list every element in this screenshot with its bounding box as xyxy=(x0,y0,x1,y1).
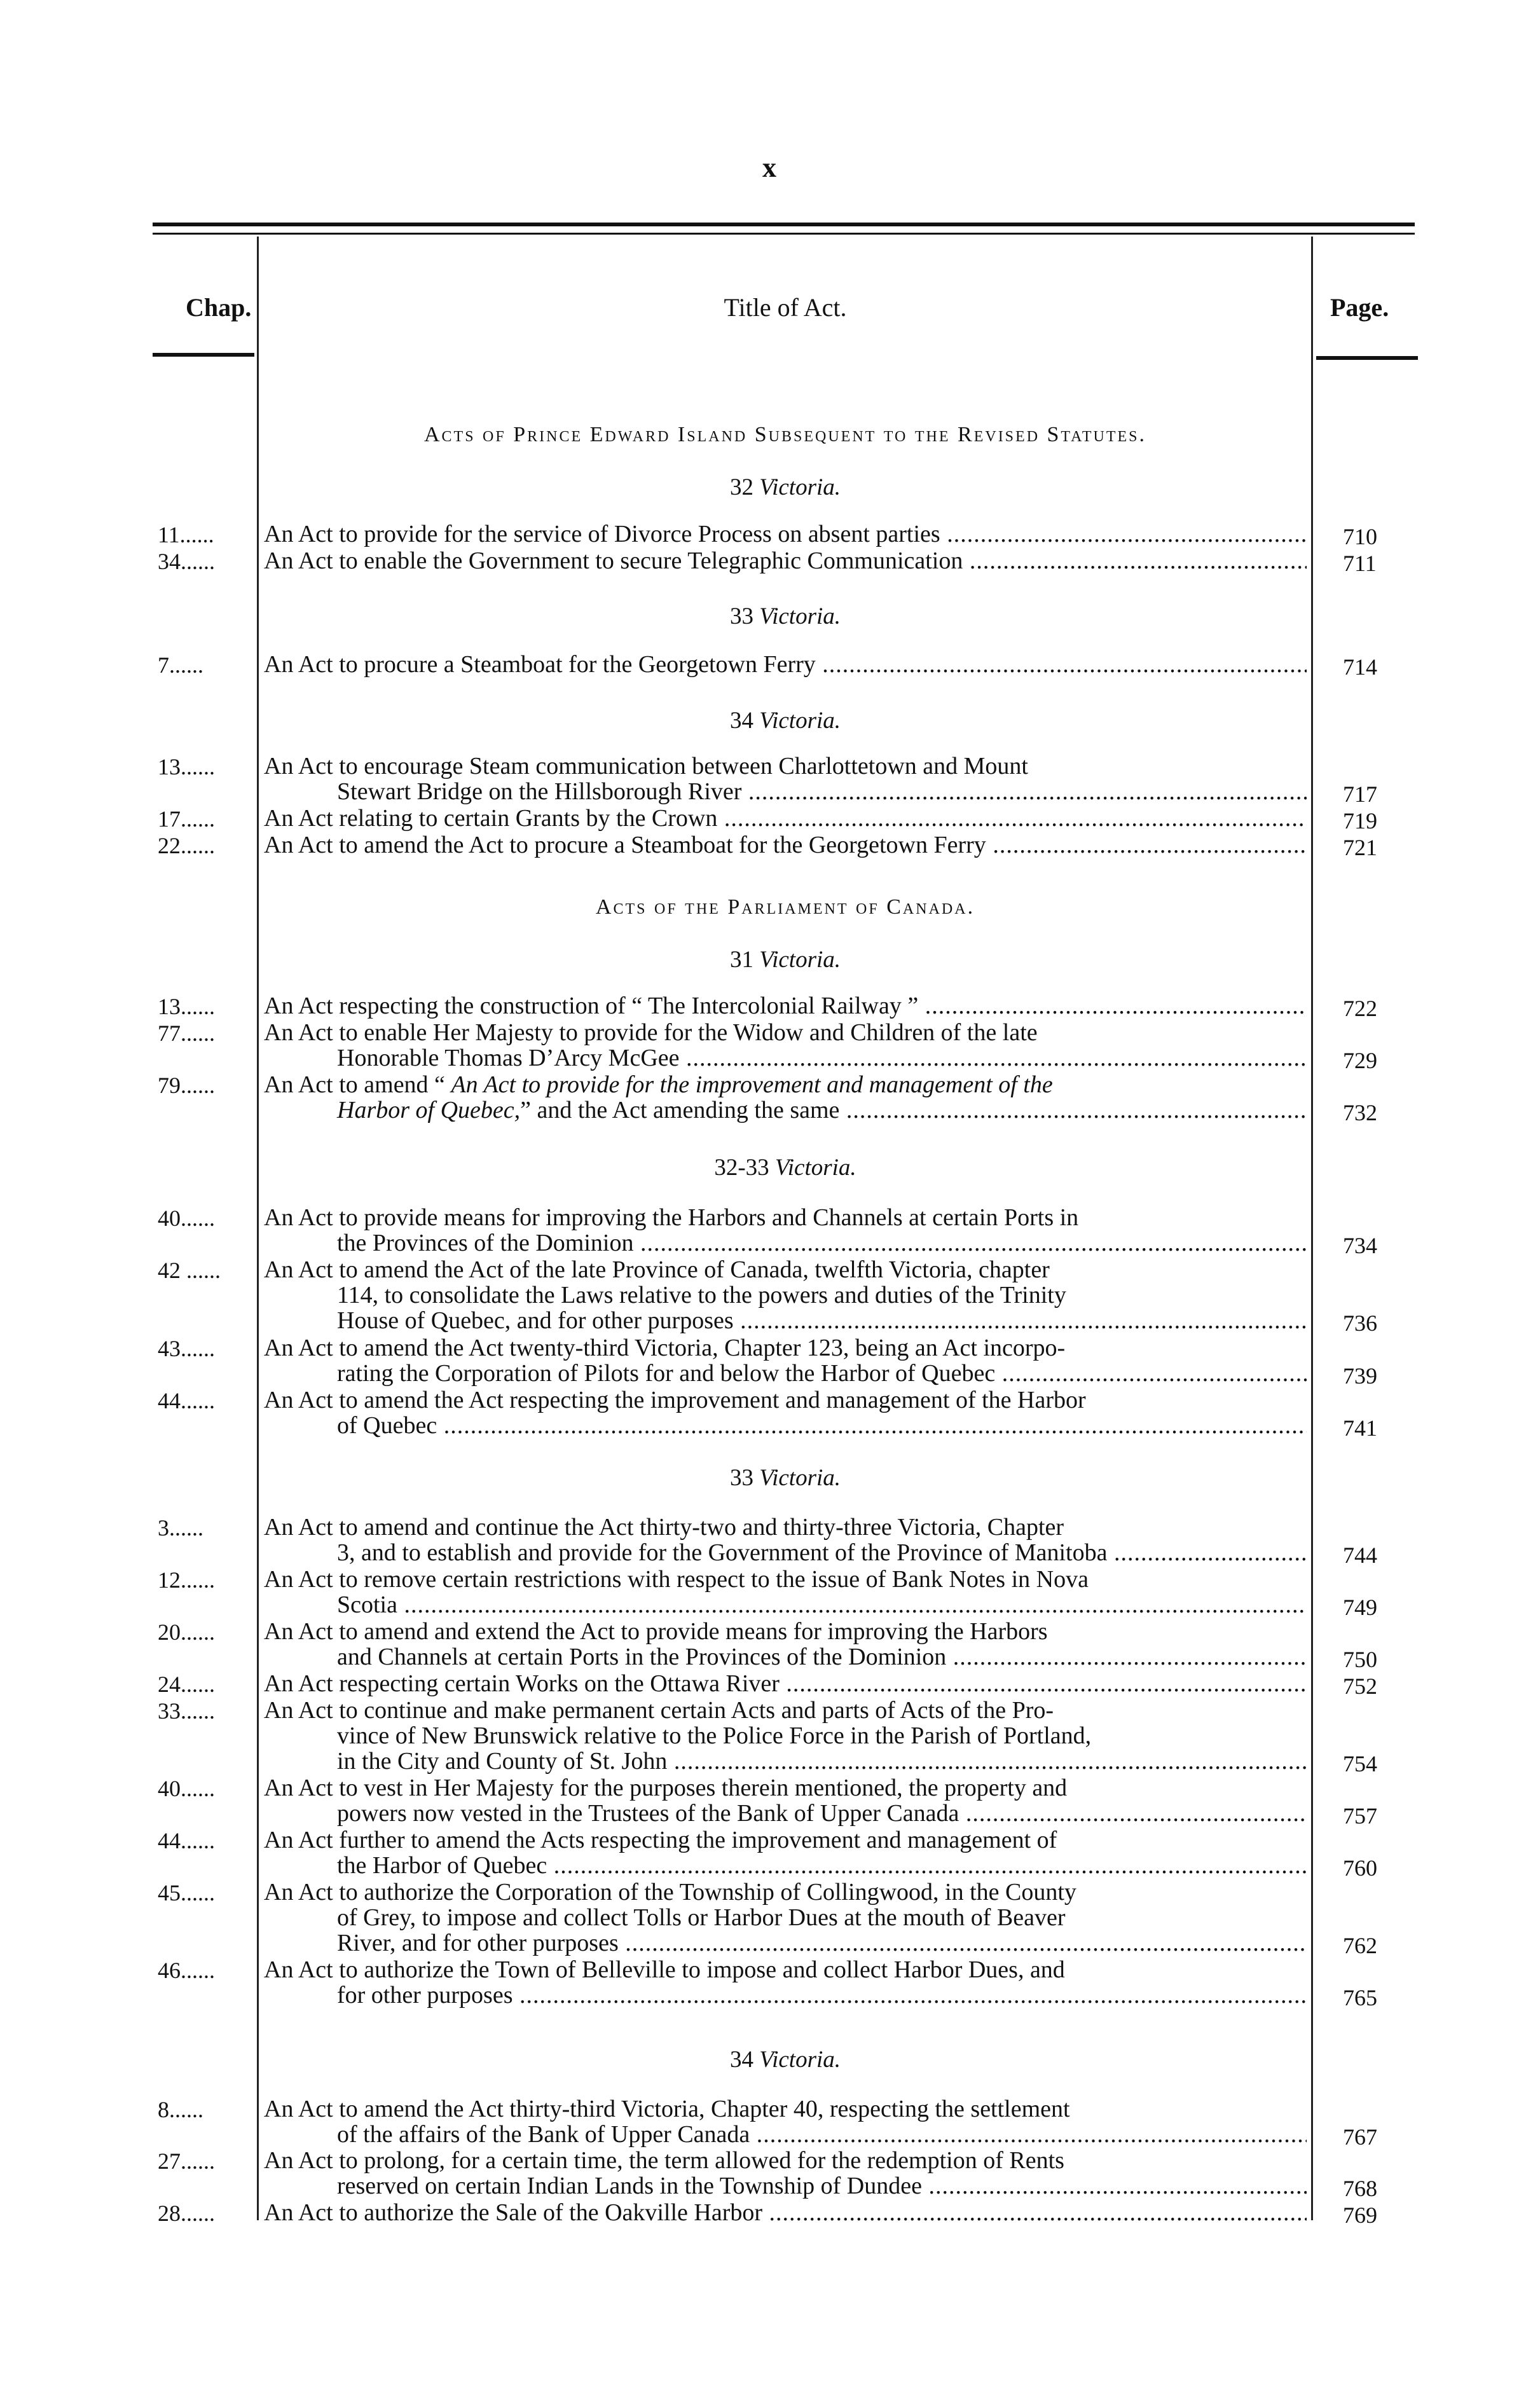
act-title xyxy=(264,521,1307,547)
act-title-line: House of Quebec, and for other purposes ..... xyxy=(264,1308,1307,1333)
page-number: x xyxy=(762,152,778,183)
chapter-number: 7...... xyxy=(158,652,203,678)
act-title-line: powers now vested in the Trustees of the Bank of Upper Canada ..... xyxy=(264,1801,1307,1826)
act-title xyxy=(264,1619,1307,1670)
top-rule-thin xyxy=(153,233,1415,235)
act-title-line: the Provinces of the Dominion ..... xyxy=(264,1230,1307,1256)
act-title xyxy=(264,1257,1307,1333)
page-reference: 719 xyxy=(1343,808,1377,834)
act-title-line: in the City and County of St. John ..... xyxy=(264,1748,1307,1774)
act-title-line: reserved on certain Indian Lands in the Township of Dundee ..... xyxy=(264,2173,1307,2199)
session-heading: 31 Victoria. xyxy=(729,947,841,973)
column-divider-left xyxy=(257,237,259,2220)
session-heading: 33 Victoria. xyxy=(729,603,841,629)
act-title xyxy=(264,2200,1307,2225)
act-title-line: An Act to provide means for improving the Harbors and Channels at certain Ports in xyxy=(264,1205,1079,1230)
column-header-page: Page. xyxy=(1330,293,1389,322)
chapter-number: 17...... xyxy=(158,806,215,832)
chapter-number: 3...... xyxy=(158,1515,203,1541)
chapter-number: 13...... xyxy=(158,754,215,780)
page-reference: 769 xyxy=(1343,2202,1377,2228)
page-reference: 744 xyxy=(1343,1542,1377,1568)
act-title-line: An Act to authorize the Sale of the Oakville Harbor ..... xyxy=(264,2200,1307,2225)
act-title xyxy=(264,832,1307,858)
page-reference: 717 xyxy=(1343,781,1377,807)
act-title-line: Scotia ..... xyxy=(264,1592,1307,1618)
page-reference: 739 xyxy=(1343,1363,1377,1389)
act-title xyxy=(264,1567,1307,1618)
act-title-line: Harbor of Quebec,” and the Act amending the same ..... xyxy=(264,1097,1307,1123)
act-title-line: 3, and to establish and provide for the Government of the Province of Manitoba ..... xyxy=(264,1540,1307,1565)
header-rule-right xyxy=(1316,356,1418,360)
chapter-number: 13...... xyxy=(158,994,215,1019)
act-title-line: An Act to amend the Act thirty-third Victoria, Chapter 40, respecting the settlement xyxy=(264,2096,1070,2122)
act-title-line: An Act relating to certain Grants by the Crown ..... xyxy=(264,806,1307,831)
act-title-line: An Act to remove certain restrictions with respect to the issue of Bank Notes in Nova xyxy=(264,1567,1089,1592)
chapter-number: 40...... xyxy=(158,1205,215,1231)
header-rule-left xyxy=(153,353,254,357)
act-title-line: An Act to amend “ An Act to provide for the improvement and management of the xyxy=(264,1072,1053,1097)
act-title xyxy=(264,1775,1307,1826)
page-reference: 762 xyxy=(1343,1933,1377,1958)
act-title-line: An Act to enable the Government to secure Telegraphic Communication ..... xyxy=(264,548,1307,574)
page-reference: 729 xyxy=(1343,1048,1377,1073)
act-title-line: An Act to authorize the Town of Belleville to impose and collect Harbor Dues, and xyxy=(264,1957,1065,1982)
section-heading-pei: Acts of Prince Edward Island Subsequent to the Revised Statutes. xyxy=(423,423,1146,446)
act-title xyxy=(264,1205,1307,1256)
act-title-line: 114, to consolidate the Laws relative to the powers and duties of the Trinity xyxy=(337,1282,1066,1308)
column-divider-right xyxy=(1311,237,1313,2220)
act-title-line: An Act to procure a Steamboat for the Georgetown Ferry ..... xyxy=(264,652,1307,677)
chapter-number: 11...... xyxy=(158,522,214,547)
session-heading: 34 Victoria. xyxy=(729,708,841,734)
page-reference: 732 xyxy=(1343,1100,1377,1125)
page-reference: 765 xyxy=(1343,1985,1377,2010)
act-title-line: of Quebec ..... xyxy=(264,1413,1307,1438)
page-reference: 721 xyxy=(1343,835,1377,860)
act-title-line: of Grey, to impose and collect Tolls or Harbor Dues at the mouth of Beaver xyxy=(337,1905,1066,1930)
act-title-line: rating the Corporation of Pilots for and below the Harbor of Quebec ..... xyxy=(264,1361,1307,1386)
chapter-number: 20...... xyxy=(158,1619,215,1645)
page-reference: 767 xyxy=(1343,2124,1377,2150)
act-title-line: An Act to amend and extend the Act to provide means for improving the Harbors xyxy=(264,1619,1048,1644)
chapter-number: 12...... xyxy=(158,1567,215,1593)
chapter-number: 33...... xyxy=(158,1698,215,1724)
session-heading: 32-33 Victoria. xyxy=(714,1155,856,1181)
act-title-line: and Channels at certain Ports in the Provinces of the Dominion ..... xyxy=(264,1644,1307,1670)
page-reference: 768 xyxy=(1343,2176,1377,2201)
session-heading: 33 Victoria. xyxy=(729,1465,841,1491)
act-title-line: An Act to amend the Act twenty-third Victoria, Chapter 123, being an Act incorpo- xyxy=(264,1335,1066,1361)
act-title xyxy=(264,1020,1307,1071)
page-reference: 754 xyxy=(1343,1751,1377,1776)
act-title-line: An Act to authorize the Corporation of the Township of Collingwood, in the County xyxy=(264,1879,1076,1905)
chapter-number: 77...... xyxy=(158,1020,215,1046)
act-title xyxy=(264,753,1307,804)
page-reference: 757 xyxy=(1343,1803,1377,1829)
act-title-line: for other purposes ..... xyxy=(264,1982,1307,2008)
act-title xyxy=(264,652,1307,677)
chapter-number: 22...... xyxy=(158,833,215,858)
act-title-line: An Act further to amend the Acts respecting the improvement and management of xyxy=(264,1827,1057,1853)
column-header-title: Title of Act. xyxy=(724,293,847,322)
act-title-line: An Act to prolong, for a certain time, the term allowed for the redemption of Rents xyxy=(264,2148,1064,2173)
page-reference: 722 xyxy=(1343,996,1377,1021)
act-title-line: the Harbor of Quebec ..... xyxy=(264,1853,1307,1878)
act-title xyxy=(264,1957,1307,2008)
act-title xyxy=(264,1879,1307,1956)
page-reference: 741 xyxy=(1343,1415,1377,1441)
act-title-line: Stewart Bridge on the Hillsborough River ..... xyxy=(264,779,1307,804)
act-title-line: An Act to provide for the service of Divorce Process on absent parties ..... xyxy=(264,521,1307,547)
act-title xyxy=(264,2096,1307,2147)
chapter-number: 46...... xyxy=(158,1958,215,1983)
act-title-line: An Act to amend and continue the Act thirty-two and thirty-three Victoria, Chapter xyxy=(264,1515,1064,1540)
act-title xyxy=(264,806,1307,831)
chapter-number: 27...... xyxy=(158,2148,215,2174)
act-title-line: An Act to amend the Act of the late Province of Canada, twelfth Victoria, chapter xyxy=(264,1257,1050,1282)
page-reference: 711 xyxy=(1343,551,1377,576)
chapter-number: 43...... xyxy=(158,1336,215,1361)
page-reference: 736 xyxy=(1343,1310,1377,1336)
chapter-number: 34...... xyxy=(158,549,215,574)
act-title-line: An Act respecting the construction of “ The Intercolonial Railway ” ..... xyxy=(264,993,1307,1019)
page-reference: 752 xyxy=(1343,1673,1377,1699)
section-heading-canada: Acts of the Parliament of Canada. xyxy=(595,895,975,919)
act-title xyxy=(264,1335,1307,1386)
act-title-line: An Act to continue and make permanent certain Acts and parts of Acts of the Pro- xyxy=(264,1698,1054,1723)
act-title xyxy=(264,1827,1307,1878)
act-title xyxy=(264,2148,1307,2199)
act-title xyxy=(264,993,1307,1019)
chapter-number: 40...... xyxy=(158,1776,215,1801)
page-reference: 760 xyxy=(1343,1855,1377,1881)
act-title-line: vince of New Brunswick relative to the Police Force in the Parish of Portland, xyxy=(337,1723,1092,1748)
act-title-line: River, and for other purposes ..... xyxy=(264,1930,1307,1956)
session-heading: 32 Victoria. xyxy=(729,474,841,500)
chapter-number: 44...... xyxy=(158,1828,215,1853)
chapter-number: 44...... xyxy=(158,1388,215,1413)
act-title-line: An Act to encourage Steam communication between Charlottetown and Mount xyxy=(264,753,1028,779)
act-title-line: An Act to amend the Act respecting the improvement and management of the Harbor xyxy=(264,1387,1086,1413)
session-heading: 34 Victoria. xyxy=(729,2047,841,2073)
chapter-number: 28...... xyxy=(158,2201,215,2226)
act-title xyxy=(264,548,1307,574)
chapter-number: 79...... xyxy=(158,1073,215,1098)
act-title-line: An Act to amend the Act to procure a Steamboat for the Georgetown Ferry ..... xyxy=(264,832,1307,858)
chapter-number: 8...... xyxy=(158,2097,203,2122)
act-title-line: An Act to enable Her Majesty to provide for the Widow and Children of the late xyxy=(264,1020,1038,1045)
act-title xyxy=(264,1671,1307,1696)
chapter-number: 42 ...... xyxy=(158,1258,221,1283)
act-title xyxy=(264,1698,1307,1774)
page-reference: 750 xyxy=(1343,1647,1377,1672)
top-rule-thick xyxy=(153,223,1415,226)
page-reference: 710 xyxy=(1343,524,1377,549)
act-title-line: An Act respecting certain Works on the Ottawa River ..... xyxy=(264,1671,1307,1696)
column-header-chap: Chap. xyxy=(186,293,252,322)
act-title-line: An Act to vest in Her Majesty for the purposes therein mentioned, the property and xyxy=(264,1775,1068,1801)
act-title xyxy=(264,1072,1307,1123)
act-title-line: Honorable Thomas D’Arcy McGee ..... xyxy=(264,1045,1307,1071)
page-reference: 749 xyxy=(1343,1595,1377,1620)
chapter-number: 24...... xyxy=(158,1672,215,1697)
act-title-line: of the affairs of the Bank of Upper Canada ..... xyxy=(264,2122,1307,2147)
act-title xyxy=(264,1387,1307,1438)
act-title xyxy=(264,1515,1307,1565)
page-reference: 714 xyxy=(1343,654,1377,680)
page-reference: 734 xyxy=(1343,1233,1377,1258)
chapter-number: 45...... xyxy=(158,1880,215,1906)
